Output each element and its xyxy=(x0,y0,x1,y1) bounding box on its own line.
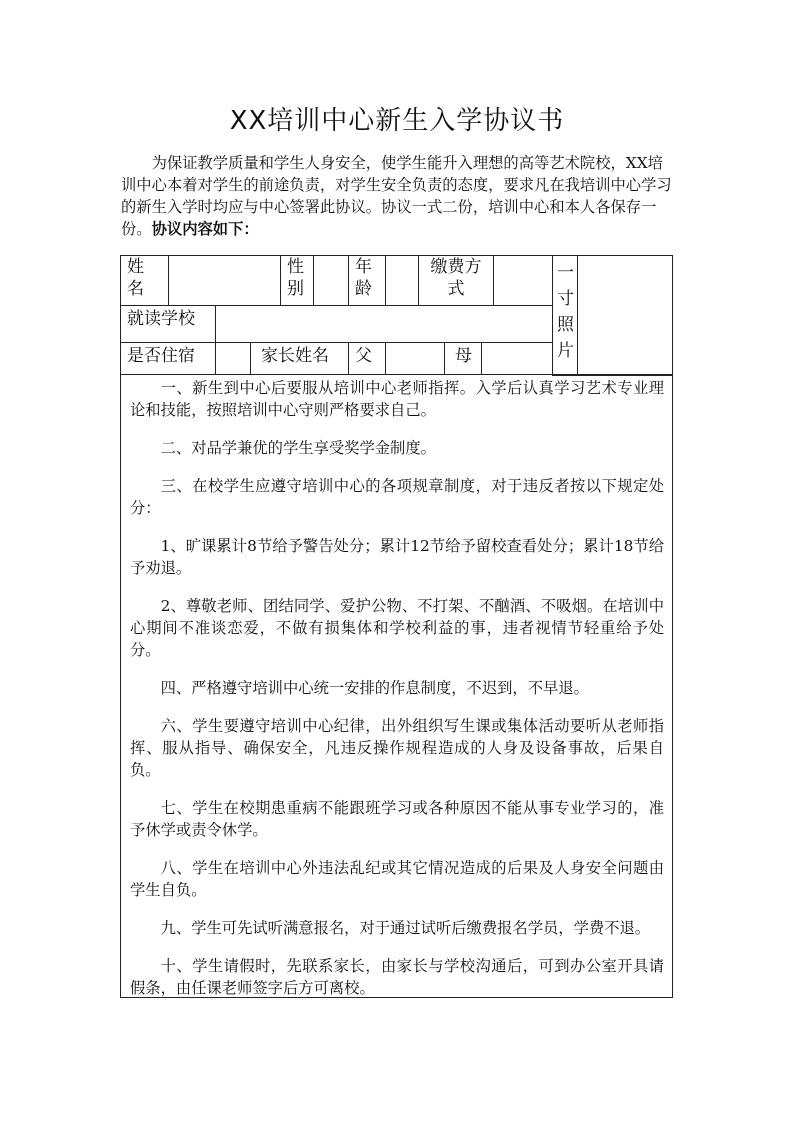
clause: 二、对品学兼优的学生享受奖学金制度。 xyxy=(160,439,436,457)
label-gender-text: 性别 xyxy=(287,257,304,299)
label-age xyxy=(348,255,386,306)
label-photo-text: 一寸照片 xyxy=(557,263,574,361)
label-name-text: 姓名 xyxy=(127,257,144,299)
label-photo xyxy=(552,255,578,376)
clause: 2、尊敬老师、团结同学、爱护公物、不打架、不酗酒、不吸烟。在培训中心期间不准谈恋爱，不做有损集体和学校利益的事，违者视情节轻重给予处分。 xyxy=(130,597,664,659)
field-boarding[interactable] xyxy=(215,342,251,375)
field-age[interactable] xyxy=(385,255,419,306)
label-school: 就读学校 xyxy=(120,305,216,343)
label-payment xyxy=(418,255,494,306)
label-payment-text: 缴费方式 xyxy=(430,257,482,299)
clause: 三、在校学生应遵守培训中心的各项规章制度，对于违反者按以下规定处分： xyxy=(130,477,664,517)
clause: 1、旷课累计8节给予警告处分；累计12节给予留校查看处分；累计18节给予劝退。 xyxy=(130,537,664,577)
field-name[interactable] xyxy=(168,255,281,306)
label-name xyxy=(120,255,169,306)
field-mother[interactable] xyxy=(481,342,553,375)
photo-box[interactable] xyxy=(577,255,673,376)
document-title: XX培训中心新生入学协议书 xyxy=(229,106,565,136)
clause: 八、学生在培训中心外违法乱纪或其它情况造成的后果及人身安全问题由学生自负。 xyxy=(130,859,664,899)
field-school[interactable] xyxy=(215,305,553,343)
agreement-clauses xyxy=(120,374,673,998)
clause: 十、学生请假时，先联系家长，由家长与学校沟通后，可到办公室开具请假条，由任课老师签字后方可离校。 xyxy=(130,957,664,997)
clause: 七、学生在校期患重病不能跟班学习或各种原因不能从事专业学习的，准予休学或责令休学。 xyxy=(130,799,664,839)
label-gender xyxy=(280,255,314,306)
intro-paragraph xyxy=(121,152,676,240)
intro-text: 为保证教学质量和学生人身安全，使学生能升入理想的高等艺术院校，XX培训中心本着对学生的前途负责，对学生安全负责的态度，要求凡在我培训中心学习的新生入学时均应与中心签署此协议。协议一式二份，培训中心和本人各保存一份。 xyxy=(121,154,672,238)
label-age-text: 年龄 xyxy=(355,257,372,299)
field-father[interactable] xyxy=(385,342,445,375)
clause: 六、学生要遵守培训中心纪律，出外组织写生课或集体活动要听从老师指挥、服从指导、确保安全，凡违反操作规程造成的人身及设备事故，后果自负。 xyxy=(130,717,664,779)
clause: 四、严格遵守培训中心统一安排的作息制度，不迟到，不早退。 xyxy=(160,679,589,697)
label-boarding: 是否住宿 xyxy=(120,342,216,375)
label-mother: 母 xyxy=(444,342,482,375)
label-parent-name: 家长姓名 xyxy=(250,342,349,375)
field-gender[interactable] xyxy=(313,255,349,306)
clause: 一、新生到中心后要服从培训中心老师指挥。入学后认真学习艺术专业理论和技能，按照培训中心守则严格要求自己。 xyxy=(130,379,664,419)
label-father: 父 xyxy=(348,342,386,375)
field-payment[interactable] xyxy=(493,255,553,306)
intro-bold-text: 协议内容如下： xyxy=(151,220,259,238)
clause: 九、学生可先试听满意报名，对于通过试听后缴费报名学员，学费不退。 xyxy=(160,919,651,937)
